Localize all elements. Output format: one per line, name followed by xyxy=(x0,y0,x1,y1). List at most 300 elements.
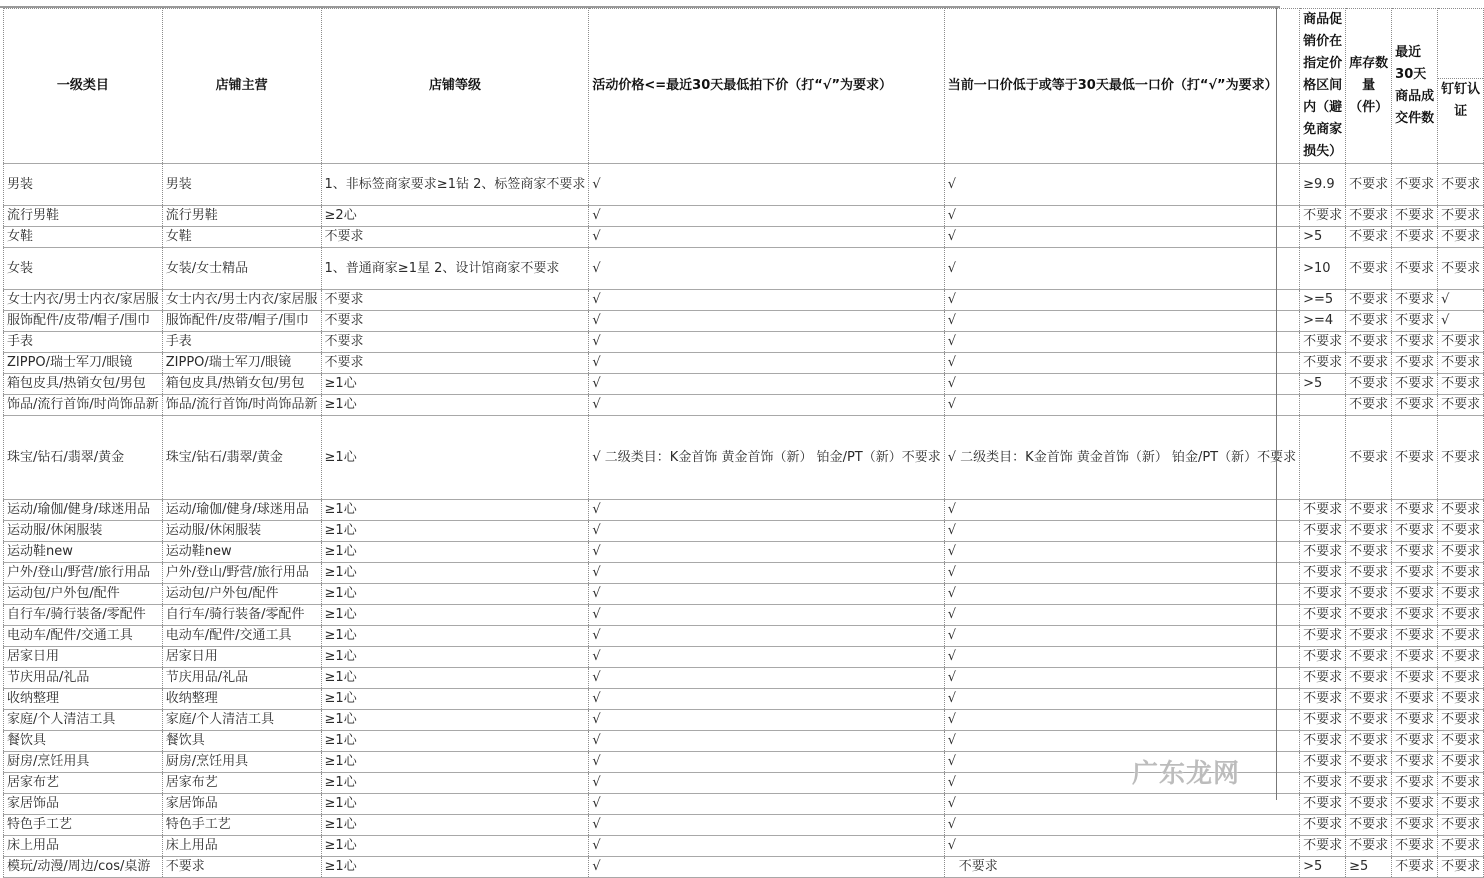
cell-dingtalk-auth: 不要求 xyxy=(1438,668,1484,689)
cell-fixed-price: √ xyxy=(944,290,1299,311)
cell-shop-level: ≥1心 xyxy=(321,689,589,710)
cell-stock-quantity: 不要求 xyxy=(1346,416,1392,500)
cell-activity-price: √ xyxy=(589,563,944,584)
cell-shop-main-business: 节庆用品/礼品 xyxy=(162,668,321,689)
cell-fixed-price: √ xyxy=(944,542,1299,563)
cell-30day-sales: 不要求 xyxy=(1392,584,1438,605)
cell-promo-price-range: 不要求 xyxy=(1300,710,1346,731)
header-primary-category: 一级类目 xyxy=(4,9,163,164)
cell-shop-level: ≥1心 xyxy=(321,710,589,731)
cell-fixed-price: √ xyxy=(944,710,1299,731)
cell-fixed-price: √ xyxy=(944,605,1299,626)
table-row xyxy=(4,563,1484,584)
table-row xyxy=(4,227,1484,248)
cell-fixed-price: √ xyxy=(944,626,1299,647)
cell-activity-price: √ xyxy=(589,353,944,374)
header-dingtalk-auth xyxy=(1438,9,1484,164)
cell-activity-price: √ xyxy=(589,248,944,290)
cell-activity-price: √ xyxy=(589,206,944,227)
cell-30day-sales: 不要求 xyxy=(1392,542,1438,563)
cell-promo-price-range: 不要求 xyxy=(1300,626,1346,647)
cell-shop-level: 1、普通商家≥1星 2、设计馆商家不要求 xyxy=(321,248,589,290)
cell-stock-quantity: 不要求 xyxy=(1346,311,1392,332)
cell-30day-sales: 不要求 xyxy=(1392,836,1438,857)
watermark-logo: 广东龙网 xyxy=(1131,759,1240,789)
cell-dingtalk-auth: 不要求 xyxy=(1438,542,1484,563)
table-row xyxy=(4,248,1484,290)
cell-primary-category: 特色手工艺 xyxy=(4,815,163,836)
cell-activity-price: √ xyxy=(589,584,944,605)
cell-dingtalk-auth: 不要求 xyxy=(1438,710,1484,731)
cell-fixed-price: √ xyxy=(944,206,1299,227)
cell-shop-level: 不要求 xyxy=(321,227,589,248)
cell-promo-price-range: 不要求 xyxy=(1300,584,1346,605)
header-fixed-price: 当前一口价低于或等于30天最低一口价（打“√”为要求） xyxy=(944,9,1299,164)
cell-shop-main-business: 自行车/骑行装备/零配件 xyxy=(162,605,321,626)
cell-fixed-price: √ xyxy=(944,395,1299,416)
cell-dingtalk-auth: √ xyxy=(1438,290,1484,311)
cell-30day-sales: 不要求 xyxy=(1392,668,1438,689)
cell-primary-category: 厨房/烹饪用具 xyxy=(4,752,163,773)
cell-shop-main-business: 珠宝/钻石/翡翠/黄金 xyxy=(162,416,321,500)
cell-stock-quantity: 不要求 xyxy=(1346,248,1392,290)
cell-stock-quantity: 不要求 xyxy=(1346,773,1392,794)
cell-fixed-price: √ xyxy=(944,731,1299,752)
cell-primary-category: 运动包/户外包/配件 xyxy=(4,584,163,605)
cell-30day-sales: 不要求 xyxy=(1392,710,1438,731)
cell-fixed-price: √ xyxy=(944,563,1299,584)
cell-activity-price: √ xyxy=(589,395,944,416)
header-30day-sales: 最近30天商品成交件数 xyxy=(1392,9,1438,164)
header-row xyxy=(4,9,1484,164)
cell-30day-sales: 不要求 xyxy=(1392,416,1438,500)
cell-30day-sales: 不要求 xyxy=(1392,815,1438,836)
cell-stock-quantity: 不要求 xyxy=(1346,752,1392,773)
cell-shop-main-business: 运动服/休闲服装 xyxy=(162,521,321,542)
cell-shop-main-business: 饰品/流行首饰/时尚饰品新 xyxy=(162,395,321,416)
cell-promo-price-range: 不要求 xyxy=(1300,332,1346,353)
cell-primary-category: 居家布艺 xyxy=(4,773,163,794)
cell-activity-price: √ xyxy=(589,311,944,332)
table-row xyxy=(4,584,1484,605)
cell-fixed-price: 不要求 xyxy=(944,857,1299,878)
cell-promo-price-range: >5 xyxy=(1300,227,1346,248)
cell-fixed-price: √ xyxy=(944,647,1299,668)
cell-30day-sales: 不要求 xyxy=(1392,353,1438,374)
cell-activity-price: √ xyxy=(589,542,944,563)
cell-shop-main-business: 床上用品 xyxy=(162,836,321,857)
cell-shop-level: 不要求 xyxy=(321,311,589,332)
cell-primary-category: 箱包皮具/热销女包/男包 xyxy=(4,374,163,395)
cell-dingtalk-auth: 不要求 xyxy=(1438,500,1484,521)
cell-primary-category: 户外/登山/野营/旅行用品 xyxy=(4,563,163,584)
cell-fixed-price: √ xyxy=(944,752,1299,773)
cell-30day-sales: 不要求 xyxy=(1392,647,1438,668)
cell-shop-level: ≥1心 xyxy=(321,647,589,668)
cell-stock-quantity: 不要求 xyxy=(1346,584,1392,605)
cell-stock-quantity: 不要求 xyxy=(1346,290,1392,311)
cell-shop-main-business: 餐饮具 xyxy=(162,731,321,752)
table-row xyxy=(4,605,1484,626)
cell-fixed-price: √ xyxy=(944,668,1299,689)
cell-promo-price-range: >5 xyxy=(1300,857,1346,878)
cell-activity-price: √ xyxy=(589,521,944,542)
cell-shop-level: 不要求 xyxy=(321,290,589,311)
table-row xyxy=(4,521,1484,542)
cell-activity-price: √ xyxy=(589,794,944,815)
cell-shop-level: ≥1心 xyxy=(321,836,589,857)
table-row xyxy=(4,353,1484,374)
cell-stock-quantity: 不要求 xyxy=(1346,521,1392,542)
cell-30day-sales: 不要求 xyxy=(1392,395,1438,416)
cell-stock-quantity: 不要求 xyxy=(1346,794,1392,815)
cell-shop-level: ≥1心 xyxy=(321,542,589,563)
cell-shop-level: 1、非标签商家要求≥1钻 2、标签商家不要求 xyxy=(321,164,589,206)
table-row xyxy=(4,857,1484,878)
table-body xyxy=(4,164,1484,878)
cell-fixed-price: √ xyxy=(944,311,1299,332)
cell-30day-sales: 不要求 xyxy=(1392,563,1438,584)
cell-dingtalk-auth: 不要求 xyxy=(1438,563,1484,584)
cell-shop-level: ≥1心 xyxy=(321,584,589,605)
table-row xyxy=(4,332,1484,353)
cell-30day-sales: 不要求 xyxy=(1392,794,1438,815)
cell-stock-quantity: 不要求 xyxy=(1346,227,1392,248)
header-shop-level: 店铺等级 xyxy=(321,9,589,164)
cell-promo-price-range: 不要求 xyxy=(1300,353,1346,374)
cell-shop-main-business: 服饰配件/皮带/帽子/围巾 xyxy=(162,311,321,332)
cell-dingtalk-auth: 不要求 xyxy=(1438,815,1484,836)
cell-activity-price: √ xyxy=(589,689,944,710)
table-row xyxy=(4,773,1484,794)
cell-stock-quantity: 不要求 xyxy=(1346,353,1392,374)
cell-shop-level: 不要求 xyxy=(321,353,589,374)
cell-shop-main-business: 户外/登山/野营/旅行用品 xyxy=(162,563,321,584)
cell-fixed-price: √ xyxy=(944,689,1299,710)
header-promo-price-range: 商品促销价在指定价格区间内（避免商家损失） xyxy=(1300,9,1346,164)
cell-promo-price-range: 不要求 xyxy=(1300,668,1346,689)
cell-stock-quantity: 不要求 xyxy=(1346,500,1392,521)
cell-activity-price: √ xyxy=(589,605,944,626)
cell-stock-quantity: 不要求 xyxy=(1346,542,1392,563)
cell-shop-main-business: 不要求 xyxy=(162,857,321,878)
cell-shop-level: ≥1心 xyxy=(321,563,589,584)
cell-dingtalk-auth: 不要求 xyxy=(1438,857,1484,878)
cell-30day-sales: 不要求 xyxy=(1392,500,1438,521)
cell-promo-price-range: 不要求 xyxy=(1300,206,1346,227)
cell-promo-price-range: 不要求 xyxy=(1300,752,1346,773)
cell-shop-level: ≥1心 xyxy=(321,815,589,836)
cell-stock-quantity: 不要求 xyxy=(1346,836,1392,857)
table-row xyxy=(4,731,1484,752)
cell-fixed-price: √ xyxy=(944,521,1299,542)
cell-fixed-price: √ xyxy=(944,374,1299,395)
cell-fixed-price: √ xyxy=(944,164,1299,206)
cell-dingtalk-auth: 不要求 xyxy=(1438,227,1484,248)
cell-shop-level: ≥1心 xyxy=(321,626,589,647)
cell-promo-price-range: >10 xyxy=(1300,248,1346,290)
cell-primary-category: 收纳整理 xyxy=(4,689,163,710)
cell-dingtalk-auth: 不要求 xyxy=(1438,605,1484,626)
header-shop-main-business: 店铺主营 xyxy=(162,9,321,164)
cell-activity-price: √ xyxy=(589,668,944,689)
cell-30day-sales: 不要求 xyxy=(1392,773,1438,794)
cell-30day-sales: 不要求 xyxy=(1392,374,1438,395)
table-row xyxy=(4,500,1484,521)
cell-shop-level: ≥1心 xyxy=(321,521,589,542)
cell-30day-sales: 不要求 xyxy=(1392,164,1438,206)
cell-primary-category: 床上用品 xyxy=(4,836,163,857)
cell-30day-sales: 不要求 xyxy=(1392,857,1438,878)
cell-30day-sales: 不要求 xyxy=(1392,332,1438,353)
cell-stock-quantity: 不要求 xyxy=(1346,689,1392,710)
cell-shop-main-business: 家居饰品 xyxy=(162,794,321,815)
cell-activity-price: √ xyxy=(589,773,944,794)
cell-stock-quantity: 不要求 xyxy=(1346,206,1392,227)
cell-dingtalk-auth: 不要求 xyxy=(1438,836,1484,857)
cell-activity-price: √ xyxy=(589,332,944,353)
cell-primary-category: 流行男鞋 xyxy=(4,206,163,227)
cell-dingtalk-auth: 不要求 xyxy=(1438,164,1484,206)
cell-dingtalk-auth: 不要求 xyxy=(1438,773,1484,794)
cell-dingtalk-auth: 不要求 xyxy=(1438,521,1484,542)
table-row xyxy=(4,164,1484,206)
cell-activity-price: √ xyxy=(589,731,944,752)
cell-shop-level: ≥1心 xyxy=(321,395,589,416)
cell-shop-main-business: 箱包皮具/热销女包/男包 xyxy=(162,374,321,395)
cell-shop-level: ≥1心 xyxy=(321,773,589,794)
cell-activity-price: √ xyxy=(589,290,944,311)
cell-stock-quantity: 不要求 xyxy=(1346,605,1392,626)
cell-30day-sales: 不要求 xyxy=(1392,605,1438,626)
cell-shop-main-business: 特色手工艺 xyxy=(162,815,321,836)
cell-fixed-price: √ xyxy=(944,353,1299,374)
cell-primary-category: 家居饰品 xyxy=(4,794,163,815)
cell-shop-main-business: 男装 xyxy=(162,164,321,206)
table-row xyxy=(4,836,1484,857)
cell-primary-category: 模玩/动漫/周边/cos/桌游 xyxy=(4,857,163,878)
cell-primary-category: 手表 xyxy=(4,332,163,353)
cell-30day-sales: 不要求 xyxy=(1392,248,1438,290)
cell-promo-price-range: 不要求 xyxy=(1300,689,1346,710)
table-row xyxy=(4,395,1484,416)
cell-stock-quantity: 不要求 xyxy=(1346,710,1392,731)
cell-shop-main-business: 居家日用 xyxy=(162,647,321,668)
cell-activity-price: √ xyxy=(589,164,944,206)
cell-shop-main-business: 女士内衣/男士内衣/家居服 xyxy=(162,290,321,311)
cell-activity-price: √ 二级类目：K金首饰 黄金首饰（新） 铂金/PT（新）不要求 xyxy=(589,416,944,500)
cell-shop-main-business: 居家布艺 xyxy=(162,773,321,794)
cell-fixed-price: √ xyxy=(944,227,1299,248)
cell-primary-category: 服饰配件/皮带/帽子/围巾 xyxy=(4,311,163,332)
cell-30day-sales: 不要求 xyxy=(1392,731,1438,752)
cell-promo-price-range: 不要求 xyxy=(1300,773,1346,794)
cell-shop-main-business: ZIPPO/瑞士军刀/眼镜 xyxy=(162,353,321,374)
cell-promo-price-range xyxy=(1300,416,1346,500)
cell-dingtalk-auth: √ xyxy=(1438,311,1484,332)
cell-shop-level: ≥1心 xyxy=(321,416,589,500)
requirements-table xyxy=(3,8,1484,878)
cell-primary-category: 运动鞋new xyxy=(4,542,163,563)
cell-fixed-price: √ xyxy=(944,815,1299,836)
cell-promo-price-range: 不要求 xyxy=(1300,500,1346,521)
cell-30day-sales: 不要求 xyxy=(1392,752,1438,773)
cell-primary-category: 居家日用 xyxy=(4,647,163,668)
cell-primary-category: ZIPPO/瑞士军刀/眼镜 xyxy=(4,353,163,374)
cell-dingtalk-auth: 不要求 xyxy=(1438,752,1484,773)
cell-shop-main-business: 流行男鞋 xyxy=(162,206,321,227)
cell-fixed-price: √ 二级类目：K金首饰 黄金首饰（新） 铂金/PT（新）不要求 xyxy=(944,416,1299,500)
cell-shop-level: ≥1心 xyxy=(321,668,589,689)
table-row xyxy=(4,626,1484,647)
cell-promo-price-range: 不要求 xyxy=(1300,794,1346,815)
table-row xyxy=(4,374,1484,395)
table-row xyxy=(4,689,1484,710)
header-activity-price: 活动价格<=最近30天最低拍下价（打“√”为要求） xyxy=(589,9,944,164)
cell-activity-price: √ xyxy=(589,374,944,395)
cell-fixed-price: √ xyxy=(944,773,1299,794)
cell-activity-price: √ xyxy=(589,500,944,521)
header-dingtalk-label: 钉钉认证 xyxy=(1441,81,1481,119)
cell-primary-category: 电动车/配件/交通工具 xyxy=(4,626,163,647)
cell-shop-level: ≥1心 xyxy=(321,500,589,521)
cell-promo-price-range: 不要求 xyxy=(1300,605,1346,626)
table-row xyxy=(4,710,1484,731)
cell-shop-main-business: 手表 xyxy=(162,332,321,353)
cell-shop-main-business: 电动车/配件/交通工具 xyxy=(162,626,321,647)
cell-stock-quantity: 不要求 xyxy=(1346,332,1392,353)
cell-promo-price-range: 不要求 xyxy=(1300,731,1346,752)
cell-promo-price-range: 不要求 xyxy=(1300,563,1346,584)
cell-dingtalk-auth: 不要求 xyxy=(1438,647,1484,668)
cell-promo-price-range: 不要求 xyxy=(1300,521,1346,542)
cell-stock-quantity: 不要求 xyxy=(1346,815,1392,836)
cell-stock-quantity: 不要求 xyxy=(1346,164,1392,206)
cell-primary-category: 自行车/骑行装备/零配件 xyxy=(4,605,163,626)
table-row xyxy=(4,668,1484,689)
table-row xyxy=(4,416,1484,500)
cell-primary-category: 女鞋 xyxy=(4,227,163,248)
cell-shop-main-business: 家庭/个人清洁工具 xyxy=(162,710,321,731)
cell-shop-main-business: 女装/女士精品 xyxy=(162,248,321,290)
cell-activity-price: √ xyxy=(589,857,944,878)
table-row xyxy=(4,647,1484,668)
cell-primary-category: 女士内衣/男士内衣/家居服 xyxy=(4,290,163,311)
cell-shop-level: ≥1心 xyxy=(321,752,589,773)
cell-stock-quantity: 不要求 xyxy=(1346,626,1392,647)
cell-primary-category: 运动/瑜伽/健身/球迷用品 xyxy=(4,500,163,521)
cell-shop-main-business: 运动鞋new xyxy=(162,542,321,563)
table-row xyxy=(4,311,1484,332)
cell-promo-price-range: 不要求 xyxy=(1300,647,1346,668)
cell-dingtalk-auth: 不要求 xyxy=(1438,794,1484,815)
cell-activity-price: √ xyxy=(589,626,944,647)
cell-shop-level: ≥1心 xyxy=(321,794,589,815)
table-row xyxy=(4,794,1484,815)
cell-primary-category: 运动服/休闲服装 xyxy=(4,521,163,542)
cell-dingtalk-auth: 不要求 xyxy=(1438,374,1484,395)
cell-shop-level: ≥1心 xyxy=(321,857,589,878)
cell-dingtalk-auth: 不要求 xyxy=(1438,248,1484,290)
cell-stock-quantity: 不要求 xyxy=(1346,374,1392,395)
header-stock-quantity: 库存数量（件） xyxy=(1346,9,1392,164)
cell-primary-category: 珠宝/钻石/翡翠/黄金 xyxy=(4,416,163,500)
cell-activity-price: √ xyxy=(589,815,944,836)
cell-shop-main-business: 运动包/户外包/配件 xyxy=(162,584,321,605)
cell-stock-quantity: 不要求 xyxy=(1346,647,1392,668)
cell-shop-level: ≥1心 xyxy=(321,605,589,626)
cell-fixed-price: √ xyxy=(944,794,1299,815)
cell-shop-main-business: 收纳整理 xyxy=(162,689,321,710)
cell-promo-price-range: >5 xyxy=(1300,374,1346,395)
cell-promo-price-range: >=4 xyxy=(1300,311,1346,332)
cell-dingtalk-auth: 不要求 xyxy=(1438,332,1484,353)
cell-promo-price-range: ≥9.9 xyxy=(1300,164,1346,206)
cell-fixed-price: √ xyxy=(944,332,1299,353)
cell-30day-sales: 不要求 xyxy=(1392,626,1438,647)
cell-stock-quantity: 不要求 xyxy=(1346,668,1392,689)
cell-activity-price: √ xyxy=(589,710,944,731)
cell-30day-sales: 不要求 xyxy=(1392,521,1438,542)
cell-primary-category: 女装 xyxy=(4,248,163,290)
table-row xyxy=(4,815,1484,836)
cell-primary-category: 节庆用品/礼品 xyxy=(4,668,163,689)
cell-shop-level: ≥1心 xyxy=(321,731,589,752)
cell-promo-price-range: 不要求 xyxy=(1300,542,1346,563)
cell-primary-category: 男装 xyxy=(4,164,163,206)
cell-shop-level: 不要求 xyxy=(321,332,589,353)
table-row xyxy=(4,542,1484,563)
table-row xyxy=(4,752,1484,773)
cell-fixed-price: √ xyxy=(944,584,1299,605)
cell-30day-sales: 不要求 xyxy=(1392,311,1438,332)
cell-shop-main-business: 运动/瑜伽/健身/球迷用品 xyxy=(162,500,321,521)
cell-stock-quantity: 不要求 xyxy=(1346,563,1392,584)
cell-dingtalk-auth: 不要求 xyxy=(1438,395,1484,416)
cell-dingtalk-auth: 不要求 xyxy=(1438,689,1484,710)
cell-shop-main-business: 厨房/烹饪用具 xyxy=(162,752,321,773)
cell-primary-category: 餐饮具 xyxy=(4,731,163,752)
cell-promo-price-range xyxy=(1300,395,1346,416)
cell-promo-price-range: >=5 xyxy=(1300,290,1346,311)
cell-dingtalk-auth: 不要求 xyxy=(1438,353,1484,374)
table-row xyxy=(4,290,1484,311)
cell-stock-quantity: ≥5 xyxy=(1346,857,1392,878)
cell-stock-quantity: 不要求 xyxy=(1346,731,1392,752)
cell-30day-sales: 不要求 xyxy=(1392,227,1438,248)
cell-30day-sales: 不要求 xyxy=(1392,689,1438,710)
cell-promo-price-range: 不要求 xyxy=(1300,836,1346,857)
cell-activity-price: √ xyxy=(589,227,944,248)
cell-activity-price: √ xyxy=(589,836,944,857)
cell-30day-sales: 不要求 xyxy=(1392,290,1438,311)
cell-activity-price: √ xyxy=(589,647,944,668)
cell-dingtalk-auth: 不要求 xyxy=(1438,731,1484,752)
cell-shop-main-business: 女鞋 xyxy=(162,227,321,248)
cell-shop-level: ≥2心 xyxy=(321,206,589,227)
cell-fixed-price: √ xyxy=(944,500,1299,521)
cell-promo-price-range: 不要求 xyxy=(1300,815,1346,836)
cell-dingtalk-auth: 不要求 xyxy=(1438,206,1484,227)
cell-stock-quantity: 不要求 xyxy=(1346,395,1392,416)
cell-dingtalk-auth: 不要求 xyxy=(1438,626,1484,647)
cell-dingtalk-auth: 不要求 xyxy=(1438,416,1484,500)
cell-30day-sales: 不要求 xyxy=(1392,206,1438,227)
cell-primary-category: 饰品/流行首饰/时尚饰品新 xyxy=(4,395,163,416)
cell-shop-level: ≥1心 xyxy=(321,374,589,395)
cell-fixed-price: √ xyxy=(944,836,1299,857)
header-blank-subcell xyxy=(1438,50,1483,79)
